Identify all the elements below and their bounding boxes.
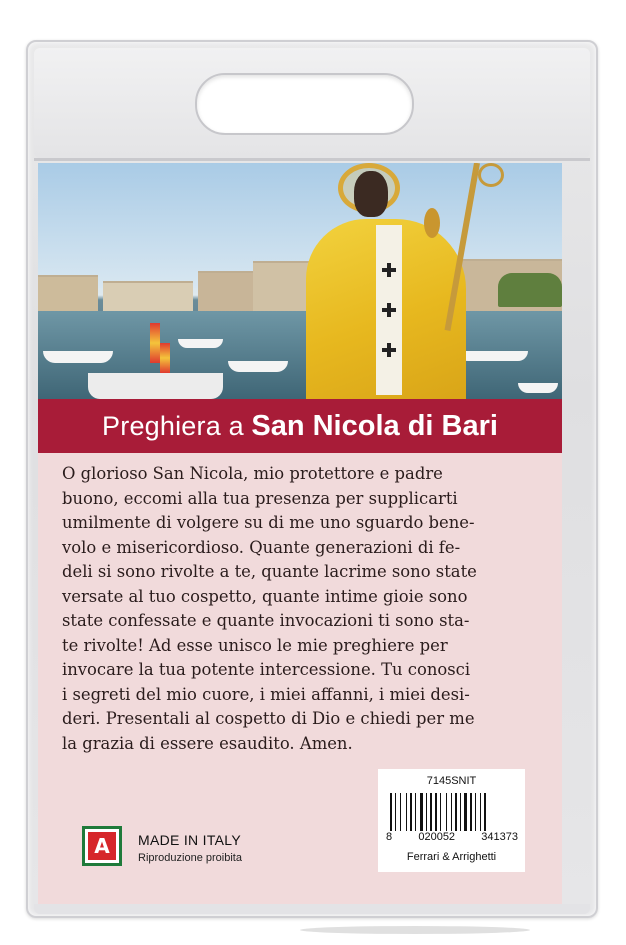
ferrari-arrighetti-logo-icon xyxy=(82,826,122,866)
cross-icon xyxy=(382,303,396,317)
brand-name: Ferrari & Arrighetti xyxy=(406,851,497,863)
prayer-line: O glorioso San Nicola, mio protettore e padre xyxy=(62,464,443,483)
barcode-bar xyxy=(420,793,423,831)
photo-boat xyxy=(88,373,223,399)
photo-flag xyxy=(160,343,170,373)
barcode-bar xyxy=(470,793,472,831)
barcode-bar xyxy=(464,793,467,831)
prayer-line: invocare la tua potente intercessione. Tu conosci xyxy=(62,660,471,679)
barcode-bar xyxy=(484,793,486,831)
ean-group-2: 341373 xyxy=(481,831,518,843)
barcode-bar xyxy=(395,793,396,831)
prayer-line: te rivolte! Ad esse unisco le mie preghiere per xyxy=(62,635,448,655)
ean-group-1: 020052 xyxy=(418,831,456,843)
barcode-bar xyxy=(460,793,461,831)
barcode-bar xyxy=(400,793,401,831)
prayer-line: i segreti del mio cuore, i miei affanni, i miei desi- xyxy=(62,684,470,704)
prayer-line: la grazia di essere esaudito. Amen. xyxy=(62,733,353,753)
barcode-label xyxy=(378,769,525,872)
saint-face xyxy=(354,171,388,217)
prayer-line: state confessate e quante invocazioni ti sono sta- xyxy=(62,611,470,630)
package-seam xyxy=(34,158,590,161)
photo-building xyxy=(38,275,98,313)
barcode-bar xyxy=(410,793,412,831)
cross-icon xyxy=(382,343,396,357)
title-bar xyxy=(38,399,562,453)
title-saint-name: San Nicola di Bari xyxy=(251,410,498,442)
hang-hole-icon xyxy=(195,73,414,135)
prayer-line: deli si sono rivolte a te, quante lacrime sono state xyxy=(62,562,477,581)
prayer-line: umilmente di volgere su di me uno sguardo bene- xyxy=(62,513,475,532)
photo-building xyxy=(198,271,258,313)
prayer-line: versate al tuo cospetto, quante intime gioie sono xyxy=(62,586,468,606)
barcode-bar xyxy=(446,793,447,831)
product-sku: 7145SNIT xyxy=(426,775,477,787)
saint-procession-photo xyxy=(38,163,562,399)
prayer-line: buono, eccomi alla tua presenza per supplicarti xyxy=(62,488,458,508)
photo-boat xyxy=(518,383,558,393)
title-prefix: Preghiera a xyxy=(102,411,244,441)
barcode-bar xyxy=(390,793,392,831)
reproduction-prohibited-label: Riproduzione proibita xyxy=(138,852,242,864)
barcode-bar xyxy=(406,793,407,831)
saint-statue xyxy=(306,163,466,399)
barcode-bar xyxy=(415,793,416,831)
prayer-line: deri. Presentali al cospetto di Dio e chiedi per me xyxy=(62,709,475,728)
barcode-bar xyxy=(480,793,481,831)
package-shadow xyxy=(300,926,530,934)
photo-flag xyxy=(150,323,160,363)
barcode-bar xyxy=(451,793,452,831)
barcode-bar xyxy=(440,793,441,831)
photo-boat xyxy=(43,351,113,363)
prayer-line: volo e misericordioso. Quante generazioni di fe- xyxy=(62,537,461,557)
card-title xyxy=(38,399,562,453)
photo-building xyxy=(103,281,193,313)
photo-boat xyxy=(228,361,288,372)
ean-first-digit: 8 xyxy=(386,831,393,843)
cross-icon xyxy=(382,263,396,277)
barcode-bar xyxy=(435,793,437,831)
barcode-bar xyxy=(426,793,427,831)
photo-trees xyxy=(498,273,562,307)
barcode-bar xyxy=(475,793,476,831)
barcode-icon xyxy=(390,793,514,831)
barcode-bar xyxy=(430,793,432,831)
prayer-text xyxy=(62,462,544,756)
ean-digits xyxy=(386,831,518,843)
crozier-top-icon xyxy=(478,163,504,187)
barcode-bar xyxy=(455,793,457,831)
package-bottom-edge xyxy=(34,904,590,914)
photo-boat xyxy=(458,351,528,361)
logo-letter: A xyxy=(88,832,116,860)
photo-boat xyxy=(178,339,223,348)
reliquary-icon xyxy=(424,208,440,238)
made-in-italy-label: MADE IN ITALY xyxy=(138,832,241,848)
